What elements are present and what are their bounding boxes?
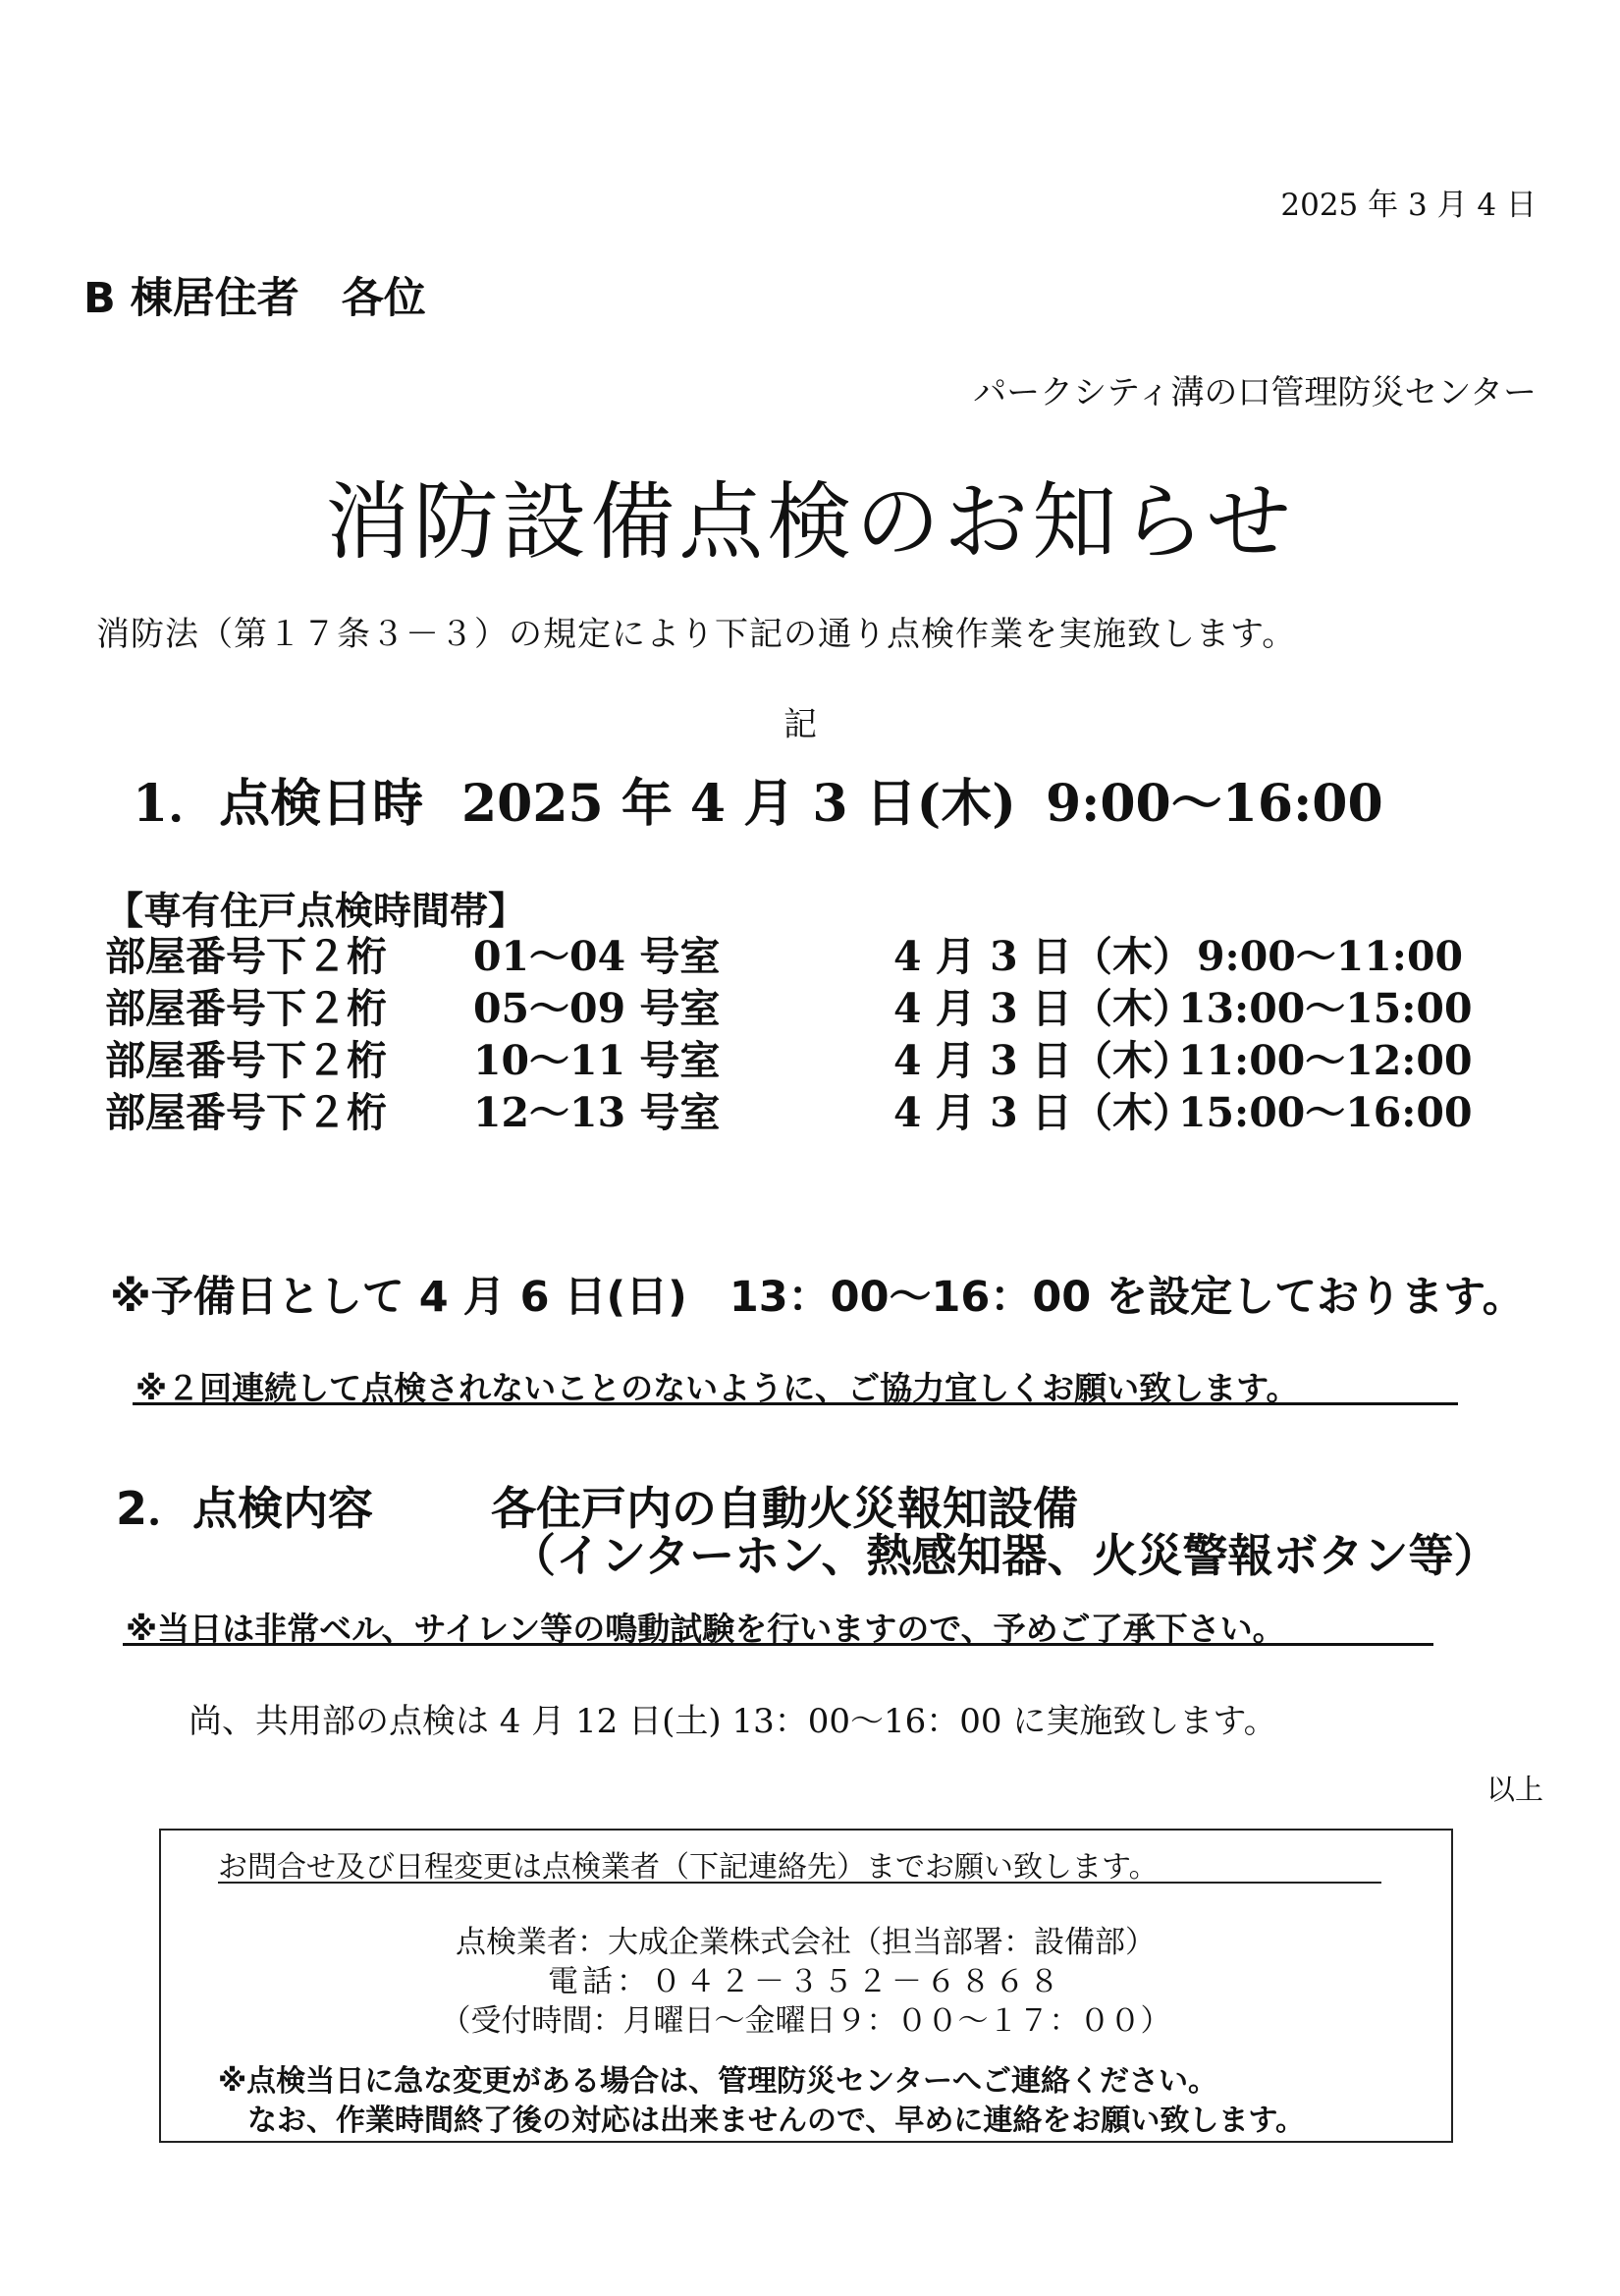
cooperation-request: ※２回連続して点検されないことのないように、ご協力宜しくお願い致します。	[135, 1369, 1299, 1407]
schedule-date: 4 月 3 日（木）	[893, 985, 1193, 1032]
alarm-test-notice: ※当日は非常ベル、サイレン等の鳴動試験を行いますので、予めご了承下さい。	[126, 1610, 1285, 1648]
common-area-note: 尚、共用部の点検は 4 月 12 日(土) 13：00～16：00 に実施致します。	[189, 1702, 1277, 1741]
schedule-date: 4 月 3 日（木）	[893, 933, 1193, 980]
section-1-inspection-datetime	[133, 762, 1383, 836]
recipient: B 棟居住者 各位	[83, 274, 426, 323]
contact-heading-underline	[218, 1882, 1381, 1884]
after-hours-note: なお、作業時間終了後の対応は出来ませんので、早めに連絡をお願い致します。	[247, 2104, 1305, 2138]
schedule-row	[105, 1087, 1473, 1139]
schedule-time: 13:00～15:00	[1178, 985, 1473, 1032]
issue-date: 2025 年 3 月 4 日	[1280, 188, 1537, 223]
room-digits-label: 部屋番号下２桁	[105, 985, 387, 1032]
section-2-content-line2: （インターホン、熱感知器、火災警報ボタン等）	[511, 1529, 1499, 1582]
room-digits-label: 部屋番号下２桁	[105, 1089, 387, 1136]
sender: パークシティ溝の口管理防災センター	[973, 373, 1537, 412]
contractor-info: 点検業者：大成企業株式会社（担当部署：設備部）	[456, 1925, 1156, 1960]
schedule-time: 15:00～16:00	[1178, 1089, 1473, 1136]
cooperation-request-underline	[133, 1402, 1458, 1405]
ki-marker: 記	[783, 705, 817, 744]
schedule-row	[105, 983, 1473, 1035]
closing-ijo: 以上	[1485, 1773, 1543, 1806]
schedule-date: 4 月 3 日（木）	[893, 1037, 1193, 1084]
schedule-row	[105, 1035, 1473, 1087]
room-range: 10～11 号室	[473, 1037, 721, 1084]
reserve-day-note: ※予備日として 4 月 6 日(日) 13：00～16：00 を設定しております。	[110, 1273, 1525, 1322]
schedule-title: 【専有住戸点検時間帯】	[105, 890, 527, 934]
reception-hours: （受付時間：月曜日～金曜日９：００～１７：００）	[440, 2003, 1171, 2039]
contact-box	[159, 1829, 1453, 2143]
page-title: 消防設備点検のお知らせ	[325, 473, 1295, 572]
contractor-phone: 電話：０４２－３５２－６８６８	[548, 1964, 1063, 1999]
schedule-time: 11:00～12:00	[1178, 1037, 1473, 1084]
schedule-table	[105, 931, 1473, 1139]
section-1-label: 1．点検日時	[133, 774, 424, 834]
section-2-content-line1: 各住戸内の自動火災報知設備	[491, 1482, 1078, 1535]
schedule-date: 4 月 3 日（木）	[893, 1089, 1193, 1136]
schedule-row	[105, 931, 1463, 983]
urgent-change-note: ※点検当日に急な変更がある場合は、管理防災センターへご連絡ください。	[218, 2064, 1217, 2099]
section-2-label: 2．点検内容	[116, 1482, 374, 1535]
room-range: 12～13 号室	[473, 1089, 721, 1136]
contact-heading: お問合せ及び日程変更は点検業者（下記連絡先）までお願い致します。	[218, 1850, 1159, 1885]
alarm-test-notice-underline	[123, 1643, 1433, 1646]
room-digits-label: 部屋番号下２桁	[105, 933, 387, 980]
schedule-time: 9:00～11:00	[1197, 933, 1463, 980]
room-digits-label: 部屋番号下２桁	[105, 1037, 387, 1084]
room-range: 01～04 号室	[473, 933, 721, 980]
section-1-time: 9:00～16:00	[1046, 774, 1383, 834]
section-1-date: 2025 年 4 月 3 日(木)	[461, 774, 1016, 834]
room-range: 05～09 号室	[473, 985, 721, 1032]
intro-text: 消防法（第１７条３－３）の規定により下記の通り点検作業を実施致します。	[96, 615, 1297, 654]
